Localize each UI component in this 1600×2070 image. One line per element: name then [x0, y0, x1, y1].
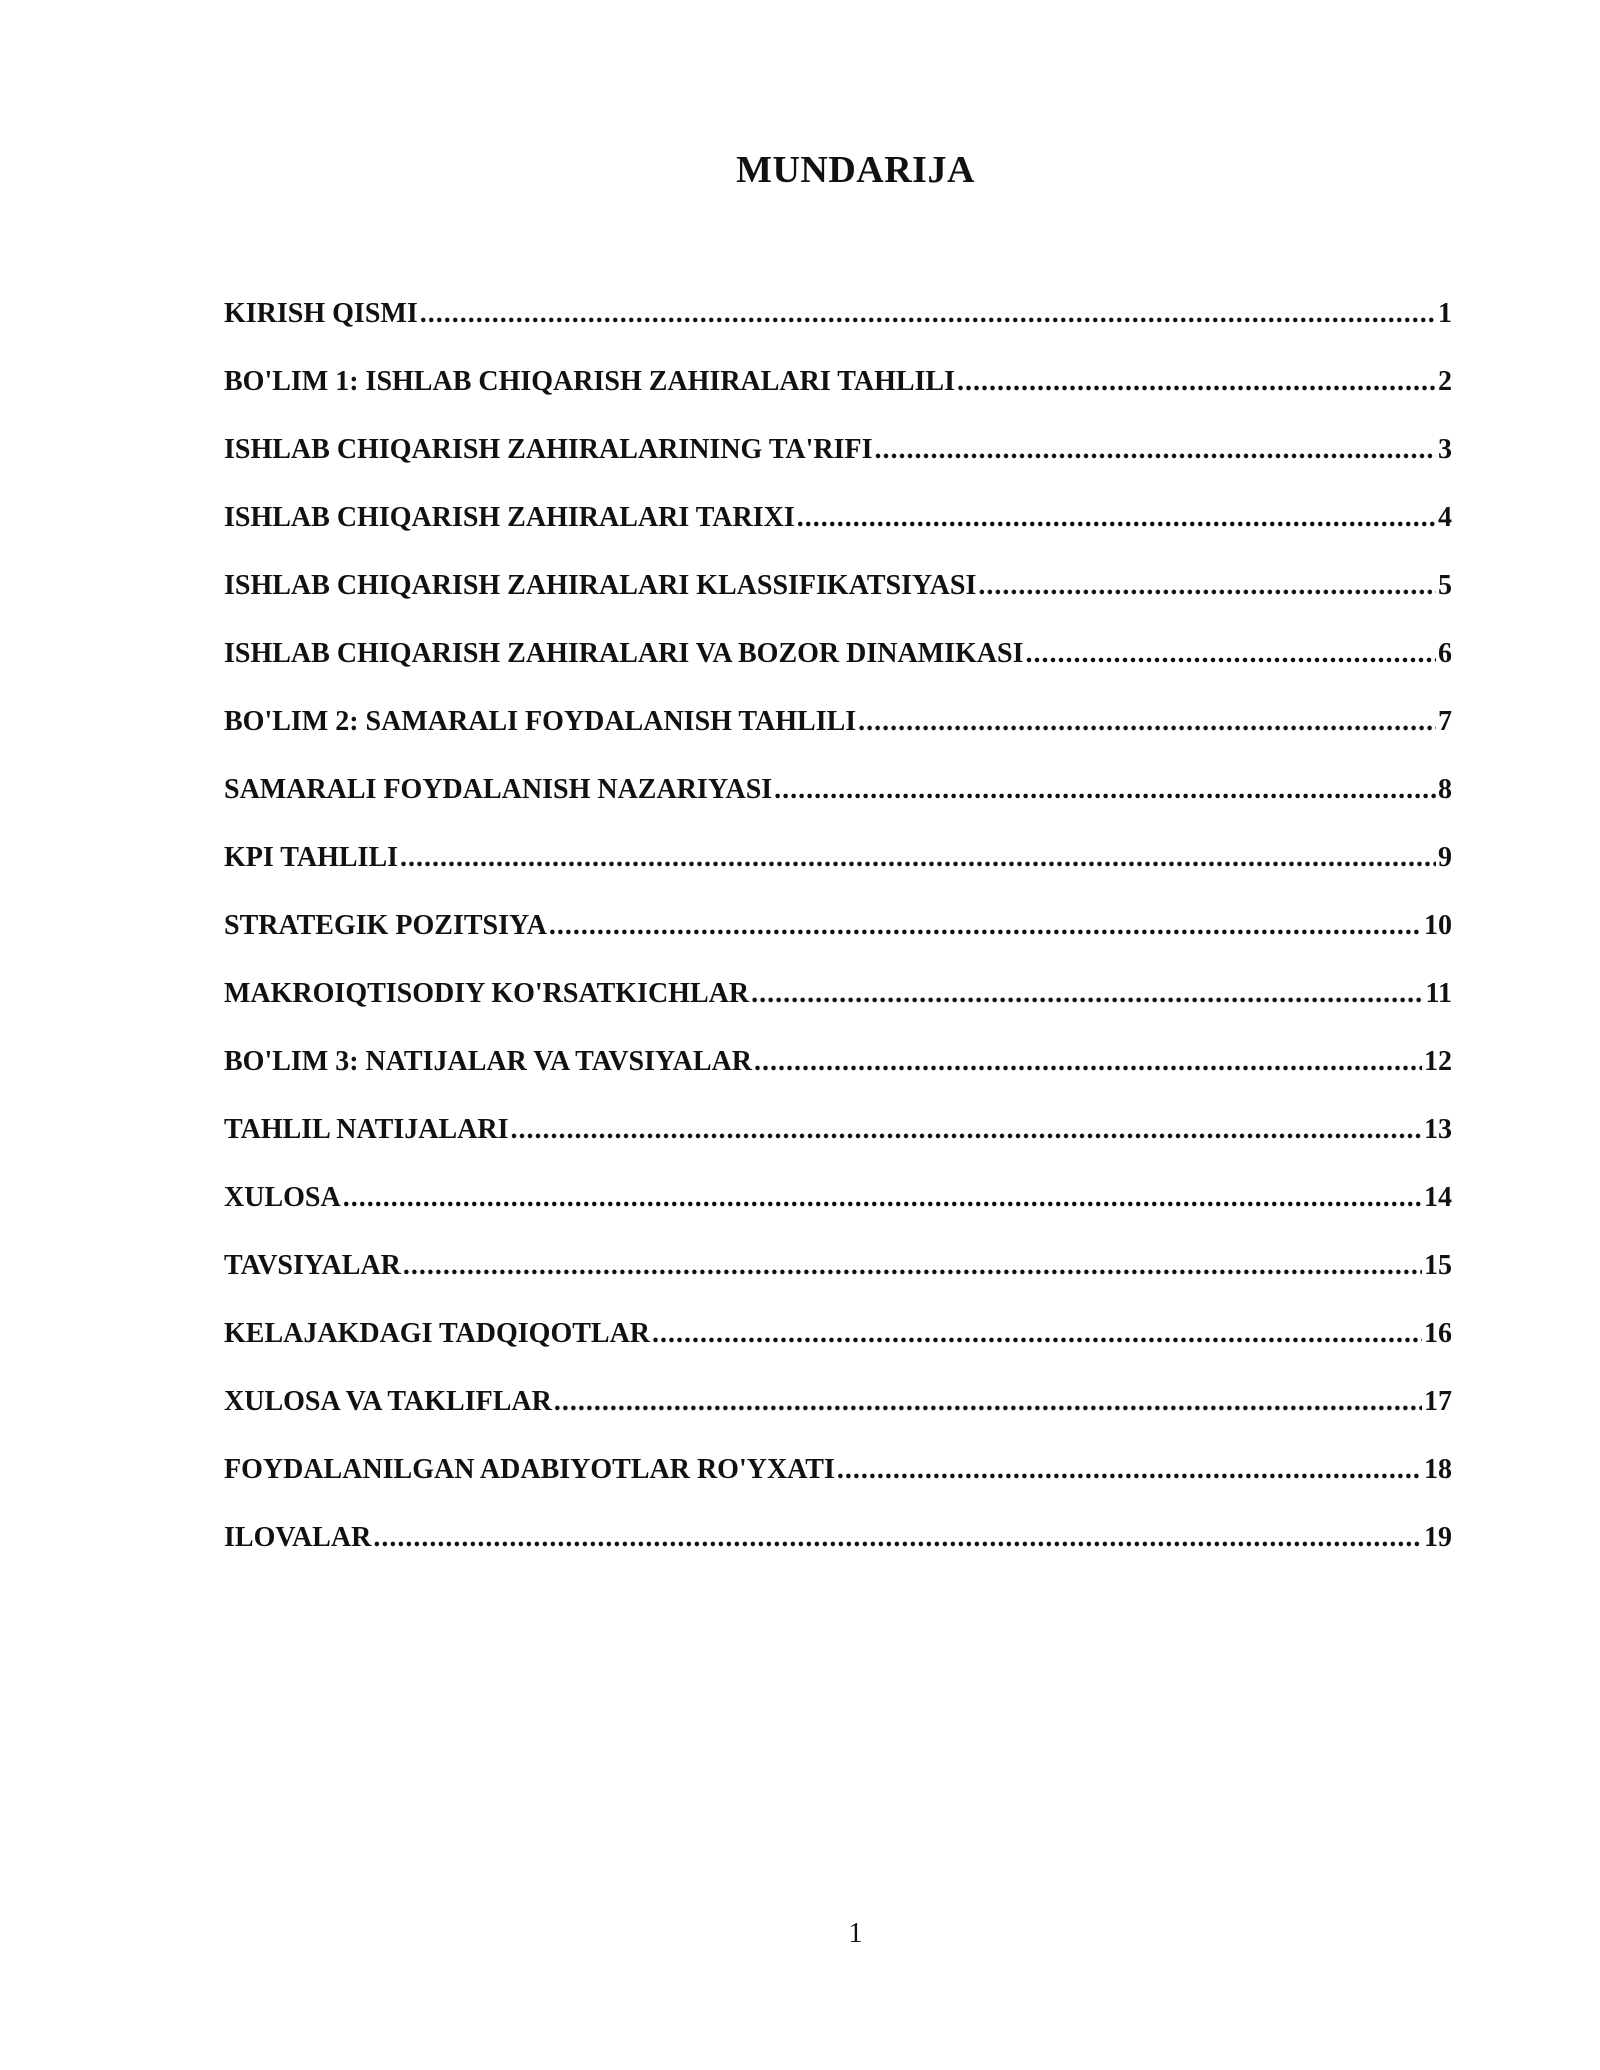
toc-entry-page: 19 — [1424, 1522, 1452, 1553]
toc-dot-leader — [875, 428, 1436, 472]
toc-entry[interactable] — [224, 292, 1452, 360]
toc-entry[interactable] — [224, 1380, 1452, 1448]
toc-entry[interactable] — [224, 1312, 1452, 1380]
page-number: 1 — [848, 1918, 863, 1949]
toc-dot-leader — [1025, 632, 1436, 676]
toc-dot-leader — [420, 292, 1436, 336]
toc-entry-label: BO'LIM 2: SAMARALI FOYDALANISH TAHLILI — [224, 706, 857, 737]
toc-entry[interactable] — [224, 904, 1452, 972]
toc-entry-page: 4 — [1438, 502, 1452, 533]
toc-entry[interactable] — [224, 1108, 1452, 1176]
toc-entry-page: 9 — [1438, 842, 1452, 873]
toc-dot-leader — [754, 1040, 1422, 1084]
toc-entry-label: KIRISH QISMI — [224, 298, 418, 329]
toc-entry-label: ISHLAB CHIQARISH ZAHIRALARI TARIXI — [224, 502, 795, 533]
toc-entry[interactable] — [224, 836, 1452, 904]
toc-entry[interactable] — [224, 632, 1452, 700]
toc-entry-page: 8 — [1438, 774, 1452, 805]
toc-entry-label: XULOSA — [224, 1182, 341, 1213]
toc-dot-leader — [510, 1108, 1422, 1152]
toc-entry-page: 3 — [1438, 434, 1452, 465]
toc-dot-leader — [797, 496, 1436, 540]
page-title: MUNDARIJA — [736, 149, 975, 191]
toc-entry[interactable] — [224, 1244, 1452, 1312]
toc-entry-page: 18 — [1424, 1454, 1452, 1485]
toc-entry-label: BO'LIM 3: NATIJALAR VA TAVSIYALAR — [224, 1046, 752, 1077]
toc-entry-label: SAMARALI FOYDALANISH NAZARIYASI — [224, 774, 773, 805]
toc-dot-leader — [837, 1448, 1422, 1492]
toc-entry[interactable] — [224, 700, 1452, 768]
toc-dot-leader — [549, 904, 1422, 948]
toc-dot-leader — [957, 360, 1436, 404]
toc-entry-page: 2 — [1438, 366, 1452, 397]
toc-entry-label: MAKROIQTISODIY KO'RSATKICHLAR — [224, 978, 750, 1009]
toc-entry-label: TAHLIL NATIJALARI — [224, 1114, 509, 1145]
toc-entry-label: FOYDALANILGAN ADABIYOTLAR RO'YXATI — [224, 1454, 835, 1485]
toc-entry[interactable] — [224, 972, 1452, 1040]
toc-entry-page: 17 — [1424, 1386, 1452, 1417]
toc-entry-label: STRATEGIK POZITSIYA — [224, 910, 547, 941]
toc-entry-label: ISHLAB CHIQARISH ZAHIRALARI KLASSIFIKATSIYASI — [224, 570, 977, 601]
toc-dot-leader — [343, 1176, 1422, 1220]
table-of-contents — [224, 292, 1452, 1584]
toc-entry[interactable] — [224, 428, 1452, 496]
toc-entry-label: ILOVALAR — [224, 1522, 372, 1553]
toc-entry-label: BO'LIM 1: ISHLAB CHIQARISH ZAHIRALARI TAHLILI — [224, 366, 956, 397]
toc-entry-page: 1 — [1438, 298, 1452, 329]
toc-entry-label: TAVSIYALAR — [224, 1250, 401, 1281]
toc-entry-label: KPI TAHLILI — [224, 842, 399, 873]
toc-entry[interactable] — [224, 360, 1452, 428]
toc-entry[interactable] — [224, 496, 1452, 564]
toc-entry-page: 12 — [1424, 1046, 1452, 1077]
toc-dot-leader — [774, 768, 1436, 812]
toc-entry-page: 16 — [1424, 1318, 1452, 1349]
toc-entry-page: 5 — [1438, 570, 1452, 601]
toc-entry[interactable] — [224, 564, 1452, 632]
toc-entry[interactable] — [224, 1040, 1452, 1108]
toc-entry[interactable] — [224, 1176, 1452, 1244]
toc-dot-leader — [403, 1244, 1422, 1288]
toc-dot-leader — [400, 836, 1436, 880]
toc-entry[interactable] — [224, 1448, 1452, 1516]
toc-entry-page: 7 — [1438, 706, 1452, 737]
toc-entry-label: ISHLAB CHIQARISH ZAHIRALARINING TA'RIFI — [224, 434, 873, 465]
toc-dot-leader — [858, 700, 1436, 744]
toc-entry-label: ISHLAB CHIQARISH ZAHIRALARI VA BOZOR DINAMIKASI — [224, 638, 1024, 669]
toc-dot-leader — [554, 1380, 1422, 1424]
toc-dot-leader — [652, 1312, 1422, 1356]
toc-entry-page: 10 — [1424, 910, 1452, 941]
toc-entry-page: 6 — [1438, 638, 1452, 669]
toc-entry-page: 14 — [1424, 1182, 1452, 1213]
toc-dot-leader — [978, 564, 1436, 608]
toc-entry[interactable] — [224, 768, 1452, 836]
toc-entry-page: 11 — [1425, 978, 1452, 1009]
toc-entry[interactable] — [224, 1516, 1452, 1584]
toc-entry-page: 15 — [1424, 1250, 1452, 1281]
toc-entry-label: XULOSA VA TAKLIFLAR — [224, 1386, 552, 1417]
toc-dot-leader — [751, 972, 1423, 1016]
toc-entry-page: 13 — [1424, 1114, 1452, 1145]
toc-dot-leader — [373, 1516, 1422, 1560]
toc-entry-label: KELAJAKDAGI TADQIQOTLAR — [224, 1318, 651, 1349]
